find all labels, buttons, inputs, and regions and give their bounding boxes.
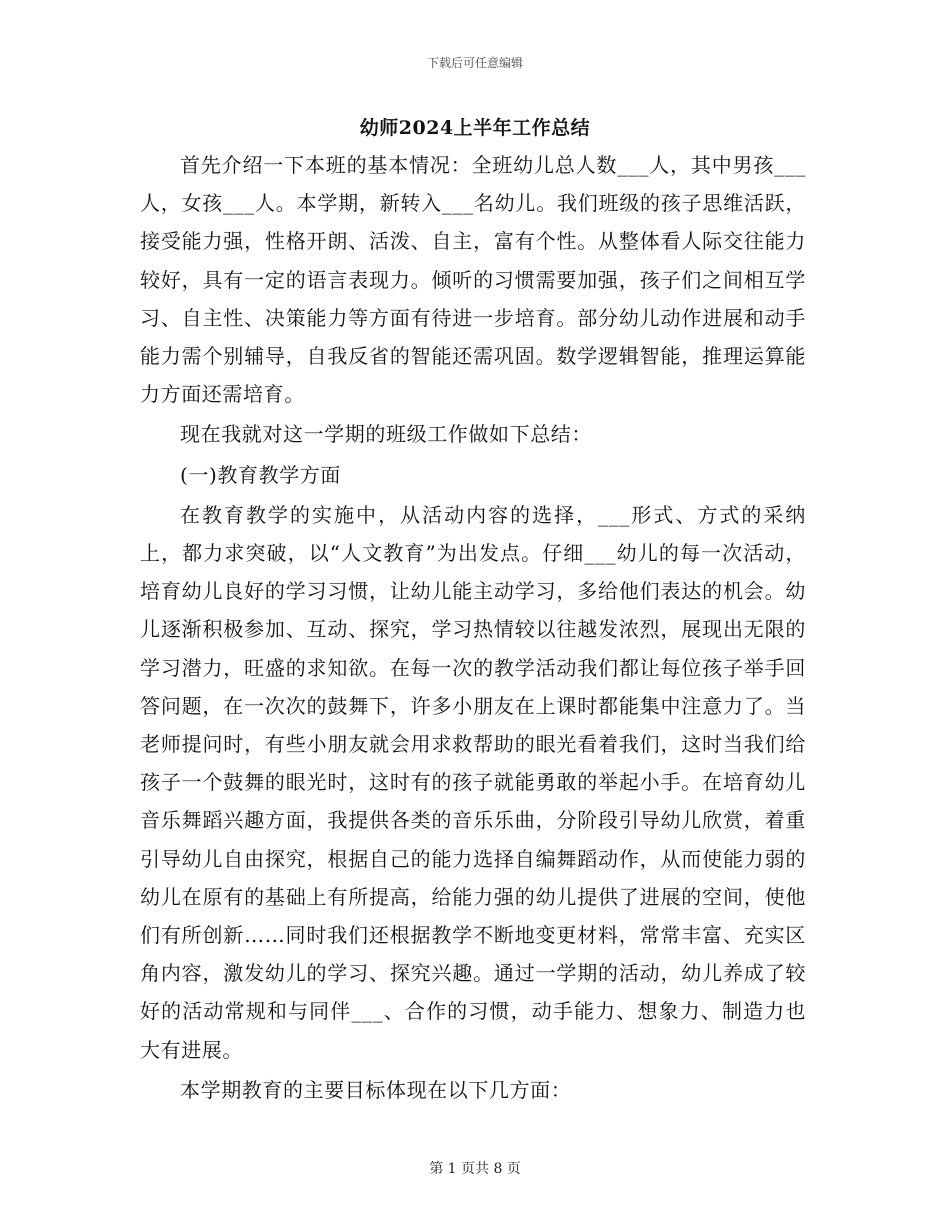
- page-header-note: 下载后可任意编辑: [426, 56, 523, 70]
- paragraph-class-overview: 首先介绍一下本班的基本情况：全班幼儿总人数___人，其中男孩___人，女孩___人。本学期，新转入___名幼儿。我们班级的孩子思维活跃，接受能力强，性格开朗、活泼、自主，富有个性。从整体看人际交往能力较好，具有一定的语言表现力。倾听的习惯需要加强，孩子们之间相互学习、自主性、决策能力等方面有待进一步培育。部分幼儿动作进展和动手能力需个别辅导，自我反省的智能还需巩固。数学逻辑智能，推理运算能力方面还需培育。: [140, 153, 806, 407]
- document-title: 幼师2024上半年工作总结: [359, 117, 591, 139]
- section-heading-teaching: (一)教育教学方面: [180, 462, 342, 487]
- paragraph-goals-intro: 本学期教育的主要目标体现在以下几方面：: [180, 1077, 572, 1102]
- page-number: 第 1 页共 8 页: [429, 1161, 521, 1177]
- paragraph-teaching-details: 在教育教学的实施中，从活动内容的选择，___形式、方式的采纳上，都力求突破，以“人文教育”为出发点。仔细___幼儿的每一次活动，培育幼儿良好的学习习惯，让幼儿能主动学习，多给他们表达的机会。幼儿逐渐积极参加、互动、探究，学习热情较以往越发浓烈，展现出无限的学习潜力，旺盛的求知欲。在每一次的教学活动我们都让每位孩子举手回答问题，在一次次的鼓舞下，许多小朋友在上课时都能集中注意力了。当老师提问时，有些小朋友就会用求救帮助的眼光看着我们，这时当我们给孩子一个鼓舞的眼光时，这时有的孩子就能勇敢的举起小手。在培育幼儿音乐舞蹈兴趣方面，我提供各类的音乐乐曲，分阶段引导幼儿欣赏，着重引导幼儿自由探究，根据自己的能力选择自编舞蹈动作，从而使能力弱的幼儿在原有的基础上有所提高，给能力强的幼儿提供了进展的空间，使他们有所创新……同时我们还根据教学不断地变更材料，常常丰富、充实区角内容，激发幼儿的学习、探究兴趣。通过一学期的活动，幼儿养成了较好的活动常规和与同伴___、合作的习惯，动手能力、想象力、制造力也大有进展。: [140, 502, 806, 1062]
- document-body: [140, 146, 806, 1109]
- paragraph-summary-intro: 现在我就对这一学期的班级工作做如下总结：: [180, 422, 592, 447]
